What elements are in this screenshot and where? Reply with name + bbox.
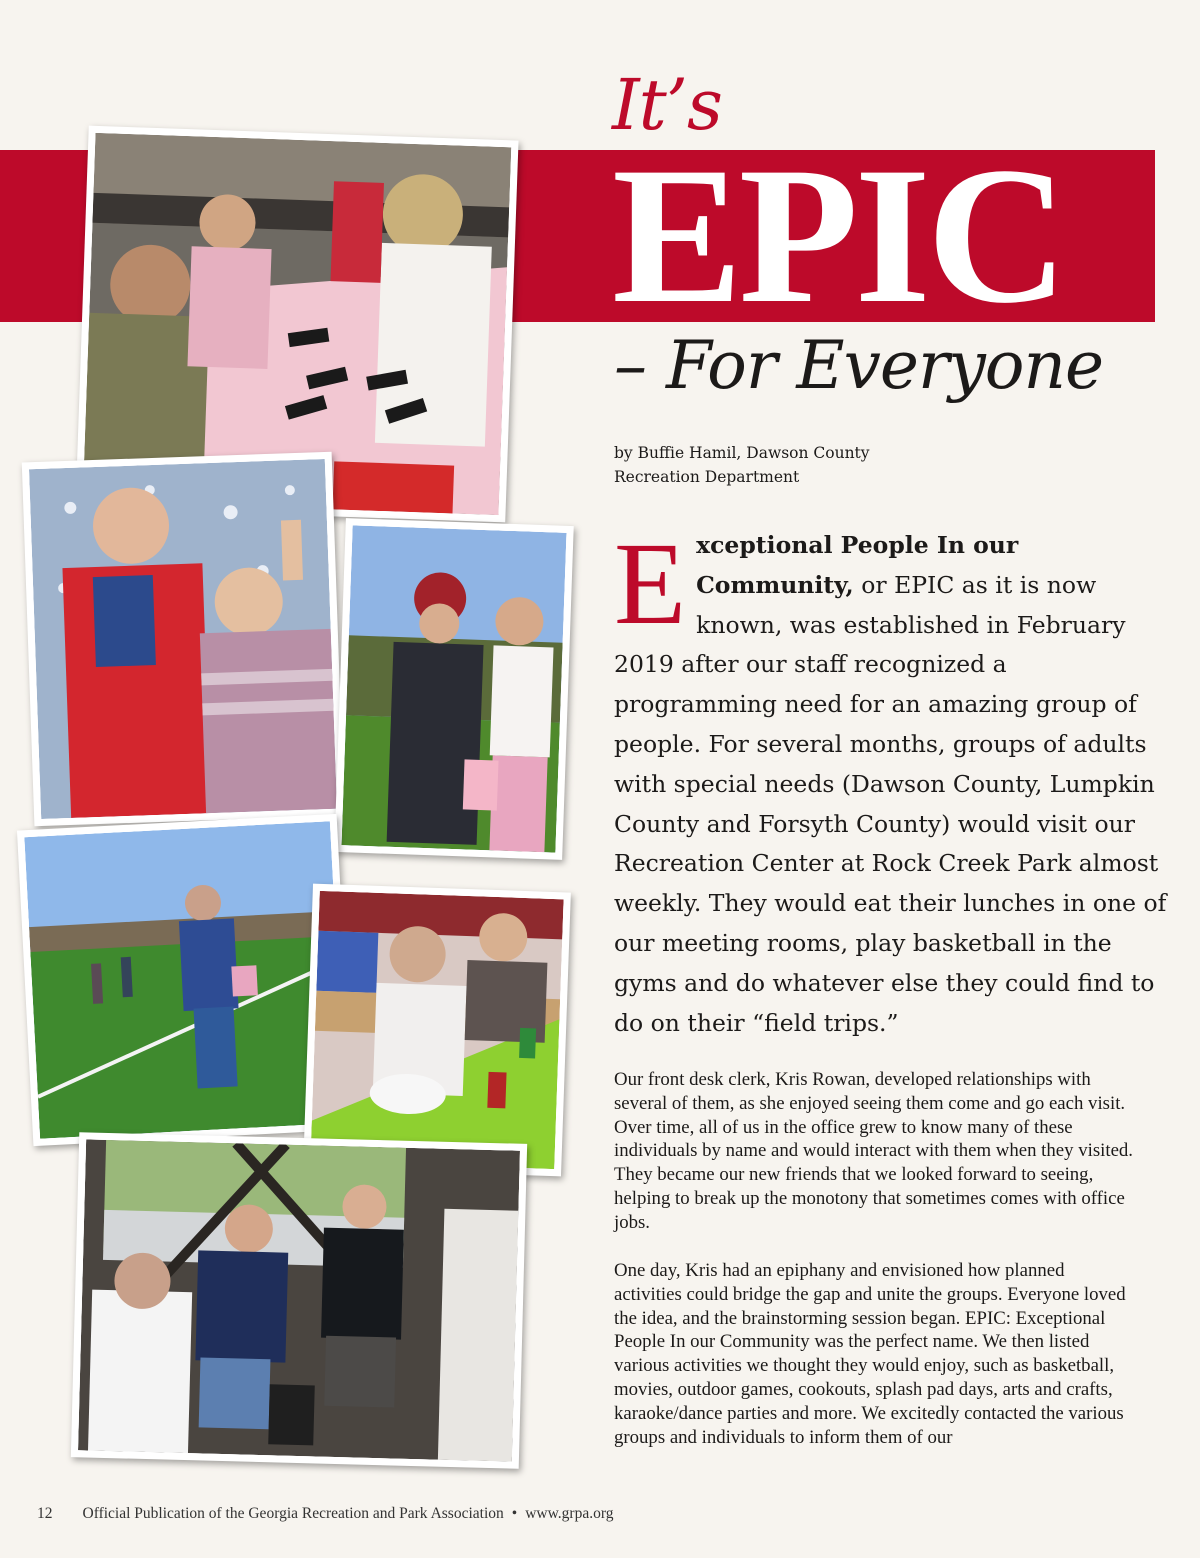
karaoke-scene xyxy=(78,1139,520,1461)
body-paragraph-1: Our front desk clerk, Kris Rowan, developed relationships with several of them, as she enjoyed seeing them come and go each visit. Over time, all of us in the office grew to know many of these individuals by name and would interact with them when they visited. They became our new friends that we looked forward to seeing, helping to break up the monotony that sometimes comes with office jobs. xyxy=(614,1069,1133,1233)
photo-snowflake-backdrop xyxy=(22,452,345,827)
photo-lunch xyxy=(303,884,571,1177)
lead-bold-start: xceptional People In our Community, xyxy=(696,531,1019,599)
field-game-scene xyxy=(24,821,345,1139)
page-footer xyxy=(37,1505,613,1523)
page-number: 12 xyxy=(37,1505,53,1522)
title-its: It’s xyxy=(612,64,722,146)
field-pair-scene xyxy=(341,525,566,852)
byline xyxy=(614,441,944,489)
title-for-everyone: – For Everyone xyxy=(614,327,1104,404)
lead-rest: or EPIC as it is now known, was established in February 2019 after our staff recognized a programming need for an amazing group of people. For several months, groups of adults with special needs (Dawson County, Lumpkin County and Forsyth County) would visit our Recreation Center at Rock Creek Park almost weekly. They would eat their lunches in one of our meeting rooms, play basketball in the gyms and do whatever else they could find to do on their “field trips.” xyxy=(614,570,1167,1037)
website-link[interactable]: www.grpa.org xyxy=(525,1505,614,1522)
byline-line-1: by Buffie Hamil, Dawson County xyxy=(614,444,870,462)
photo-karaoke xyxy=(71,1132,527,1469)
drop-cap: E xyxy=(614,518,687,649)
photo-field-game xyxy=(17,814,353,1146)
lunch-scene xyxy=(310,891,563,1169)
lead-paragraph xyxy=(614,518,1174,1043)
byline-line-2: Recreation Department xyxy=(614,468,800,486)
body-paragraph-2: One day, Kris had an epiphany and envisioned how planned activities could bridge the gap and unite the groups. Everyone loved the idea, and the brainstorming session began. EPIC: Exceptional People In our Community was the perfect name. We then listed various activities we thought they would enjoy, such as basketball, movies, outdoor games, cookouts, splash pad days, arts and crafts, karaoke/dance parties and more. We excitedly contacted the various groups and individuals to inform them of our xyxy=(614,1260,1126,1448)
publication-name: Official Publication of the Georgia Recreation and Park Association xyxy=(82,1505,504,1522)
title-epic: EPIC xyxy=(612,127,1065,344)
footer-separator: • xyxy=(511,1505,518,1522)
photo-field-pair xyxy=(334,518,574,860)
snowflake-scene xyxy=(29,459,337,819)
